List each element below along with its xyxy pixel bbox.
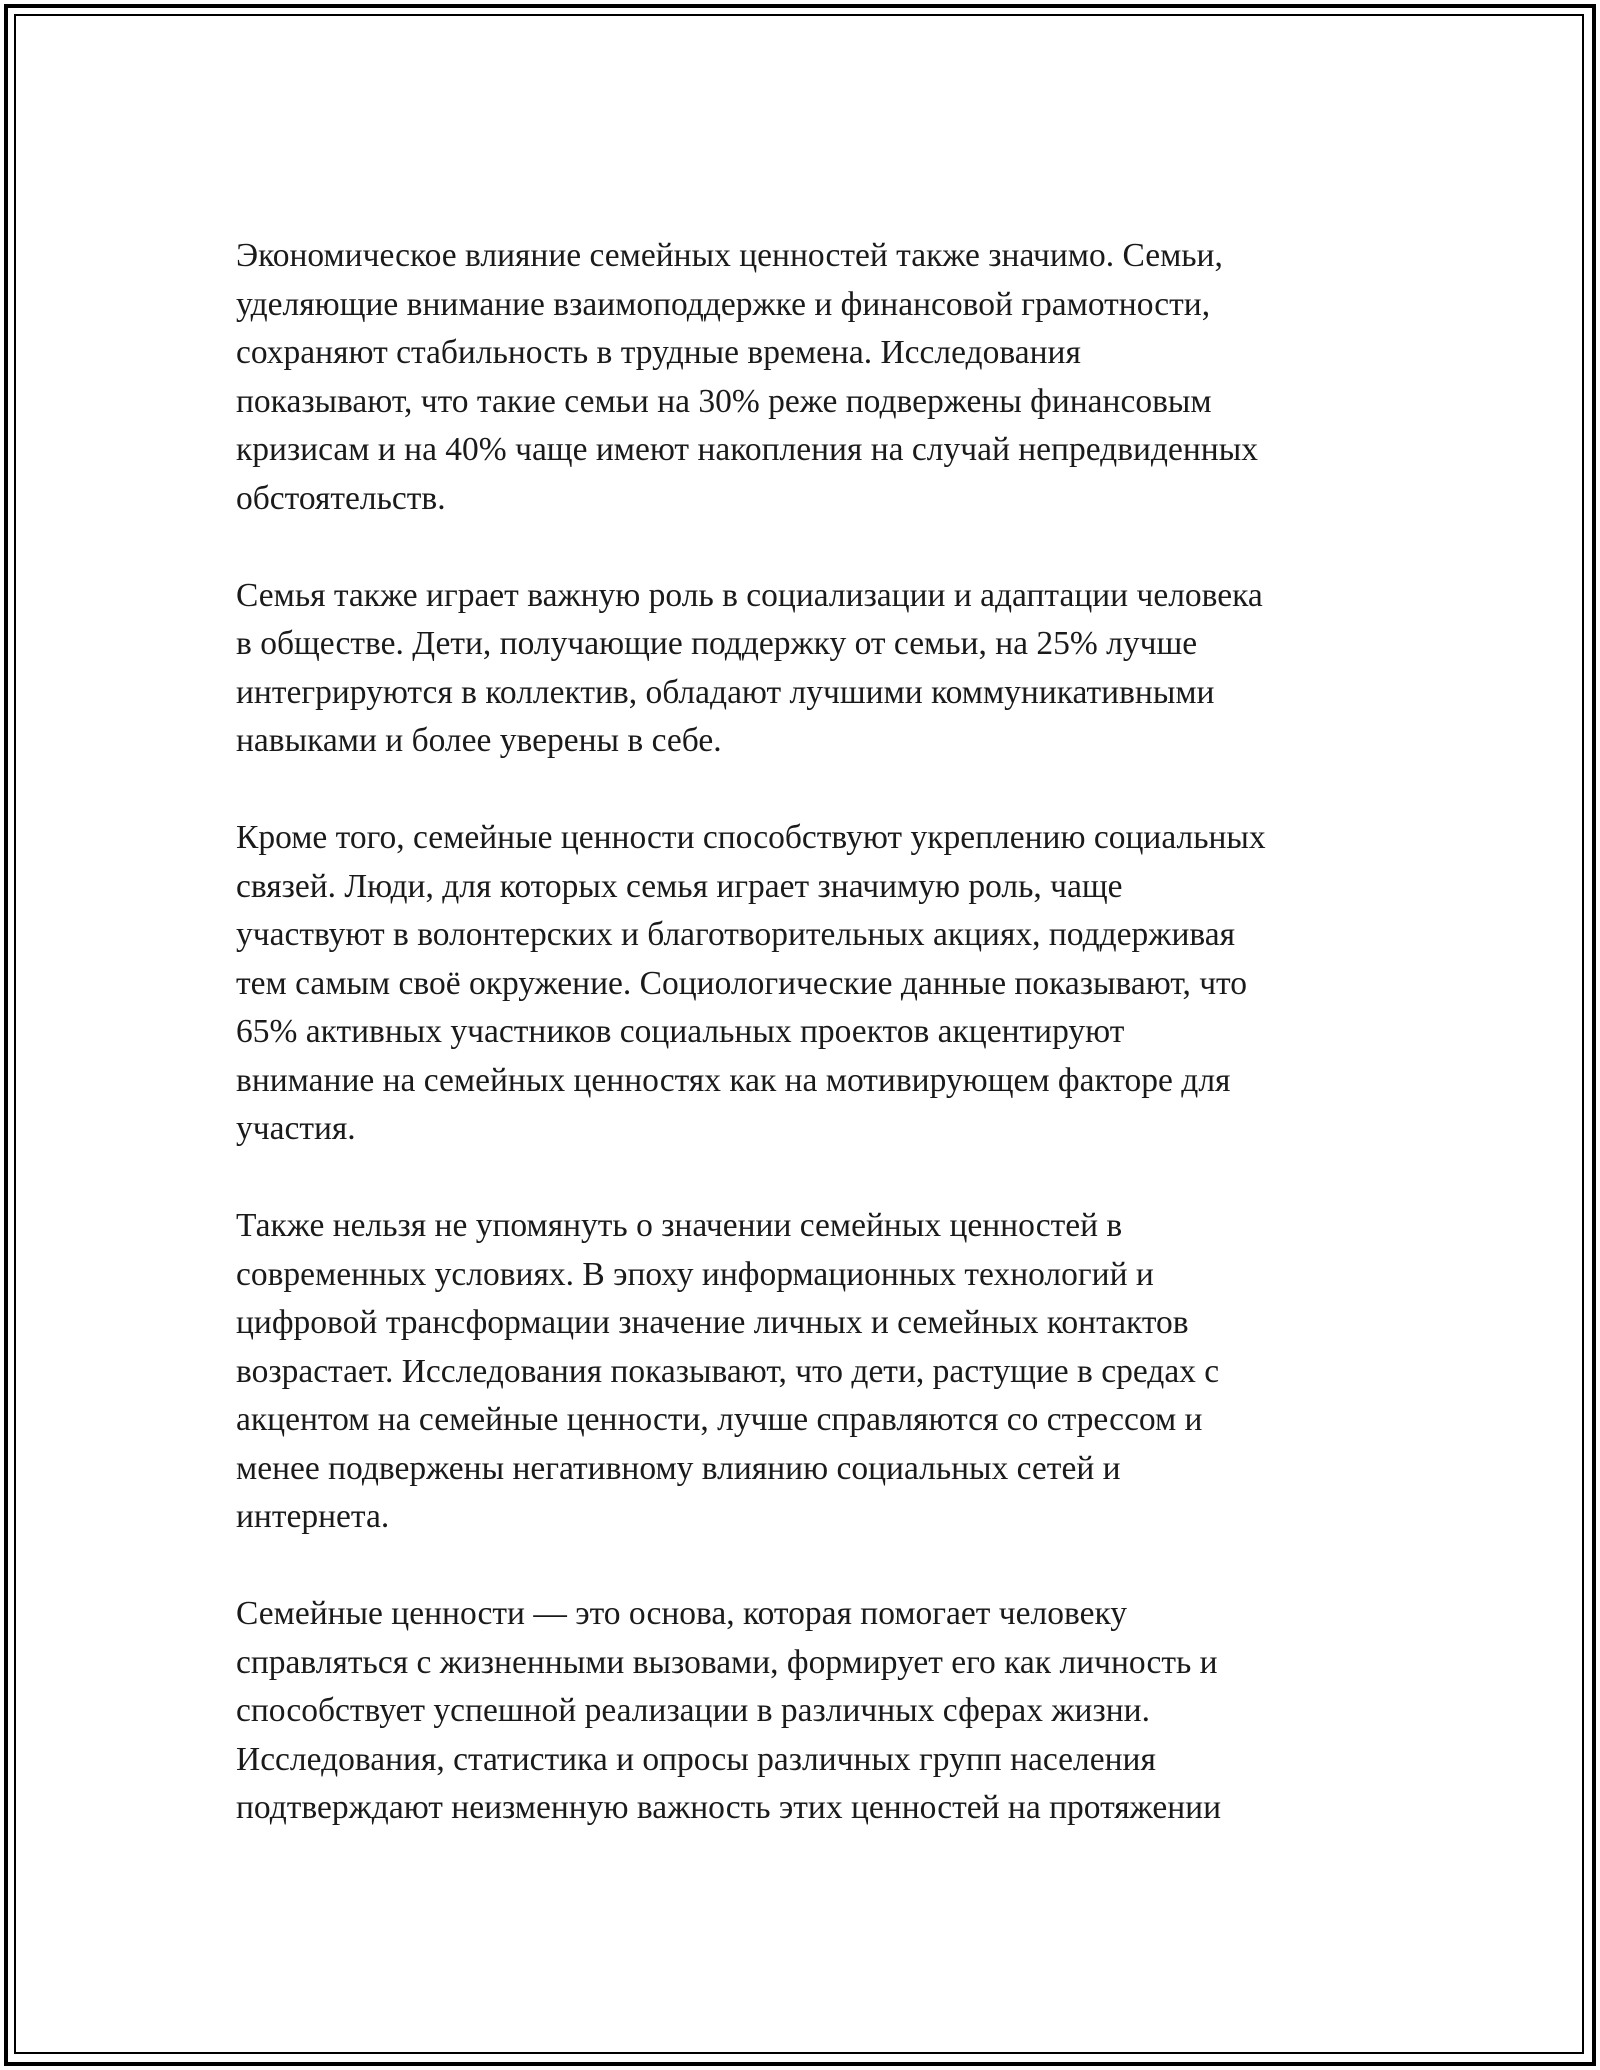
paragraph-economic-influence: Экономическое влияние семейных ценностей также значимо. Семьи, уделяющие внимание взаимоподдержке и финансовой грамотности, сохраняют стабильность в трудные времена. Исследования показывают, что такие семьи на 30% реже подвержены финансовым кризисам и на 40% чаще имеют накопления на случай непредвиденных обстоятельств. [236,237,1258,517]
paragraph-modern-conditions: Также нельзя не упомянуть о значении семейных ценностей в современных условиях. В эпоху информационных технологий и цифровой трансформации значение личных и семейных контактов возрастает. Исследования показывают, что дети, растущие в средах с акцентом на семейные ценности, лучше справляются со стрессом и менее подвержены негативному влиянию социальных сетей и интернета. [236,1207,1220,1535]
paragraph-conclusion: Семейные ценности — это основа, которая помогает человеку справляться с жизненными вызовами, формирует его как личность и способствует успешной реализации в различных сферах жизни. Исследования, статистика и опросы различных групп населения подтверждают неизменную важность этих ценностей на протяжении [236,1595,1222,1826]
paragraph-socialization: Семья также играет важную роль в социализации и адаптации человека в обществе. Дети, получающие поддержку от семьи, на 25% лучше интегрируются в коллектив, обладают лучшими коммуникативными навыками и более уверены в себе. [236,576,1263,759]
document-body [236,232,1416,1881]
paragraph-social-ties: Кроме того, семейные ценности способствуют укреплению социальных связей. Люди, для которых семья играет значимую роль, чаще участвуют в волонтерских и благотворительных акциях, поддерживая тем самым своё окружение. Социологические данные показывают, что 65% активных участников социальных проектов акцентируют внимание на семейных ценностях как на мотивирующем факторе для участия. [236,819,1266,1147]
